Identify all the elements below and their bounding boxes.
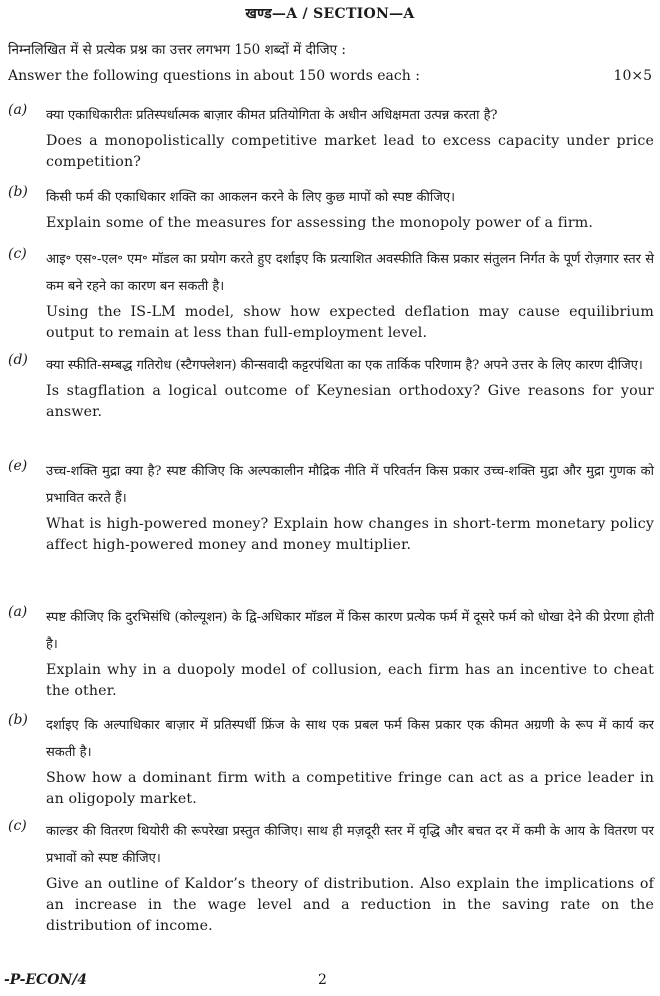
page-number: 2	[318, 972, 327, 988]
question-text-english: Does a monopolistically competitive market lead to excess capacity under price competition?	[46, 133, 654, 170]
question-2a	[8, 604, 654, 702]
question-1b	[8, 184, 654, 234]
instruction-hindi: निम्नलिखित में से प्रत्येक प्रश्न का उत्तर लगभग 150 शब्दों में दीजिए :	[8, 42, 346, 58]
question-text-english: Explain why in a duopoly model of collusion, each firm has an incentive to cheat the other.	[46, 662, 654, 699]
question-label: (b)	[8, 184, 28, 200]
question-label: (e)	[8, 458, 28, 474]
question-text-english: Give an outline of Kaldor’s theory of distribution. Also explain the implications of an increase in the wage level and a reduction in the saving rate on the distribution of income.	[46, 876, 654, 934]
question-text-hindi: आइ॰ एस॰-एल॰ एम॰ मॉडल का प्रयोग करते हुए दर्शाइए कि प्रत्याशित अवस्फीति किस प्रकार संतुलन निर्गत के पूर्ण रोज़गार स्तर से कम बने रहने का कारण बन सकती है।	[46, 252, 654, 294]
question-label: (d)	[8, 352, 28, 368]
paper-code: -P-ECON/4	[4, 972, 88, 988]
instruction-english	[8, 68, 652, 84]
marks-allocation: 10×5	[613, 68, 652, 84]
question-text-english: Explain some of the measures for assessing the monopoly power of a firm.	[46, 215, 594, 231]
question-text-english: Show how a dominant firm with a competitive fringe can act as a price leader in an oligopoly market.	[46, 770, 654, 807]
section-heading: खण्ड—A / SECTION—A	[245, 6, 415, 22]
question-text-hindi: किसी फर्म की एकाधिकार शक्ति का आकलन करने के लिए कुछ मापों को स्पष्ट कीजिए।	[46, 190, 456, 205]
question-2c	[8, 818, 654, 937]
question-label: (c)	[8, 246, 27, 262]
question-1a	[8, 102, 654, 173]
question-label: (b)	[8, 712, 28, 728]
question-text-hindi: क्या स्फीति-सम्बद्ध गतिरोध (स्टैगफ्लेशन) कीन्सवादी कट्टरपंथिता का एक तार्किक परिणाम है? अपने उत्तर के लिए कारण दीजिए।	[46, 358, 643, 373]
question-text-hindi: काल्डर की वितरण थियोरी की रूपरेखा प्रस्तुत कीजिए। साथ ही मज़दूरी स्तर में वृद्धि और बचत दर में कमी के आय के वितरण पर प्रभावों को स्पष्ट कीजिए।	[46, 824, 654, 866]
question-label: (a)	[8, 604, 28, 620]
question-label: (c)	[8, 818, 27, 834]
question-text-hindi: स्पष्ट कीजिए कि दुरभिसंधि (कोल्यूशन) के द्वि-अधिकार मॉडल में किस कारण प्रत्येक फर्म में दूसरे फर्म को धोखा देने की प्रेरणा होती है।	[46, 610, 654, 652]
question-text-hindi: क्या एकाधिकारीतः प्रतिस्पर्धात्मक बाज़ार कीमत प्रतियोगिता के अधीन अधिक्षमता उत्पन्न करता है?	[46, 108, 498, 123]
question-1e	[8, 458, 654, 556]
question-text-english: Using the IS-LM model, show how expected deflation may cause equilibrium output to remain at less than full-employment level.	[46, 304, 654, 341]
question-text-english: Is stagflation a logical outcome of Keynesian orthodoxy? Give reasons for your answer.	[46, 383, 654, 420]
question-1d	[8, 352, 654, 423]
question-text-hindi: दर्शाइए कि अल्पाधिकार बाज़ार में प्रतिस्पर्धी फ्रिंज के साथ एक प्रबल फर्म किस प्रकार एक कीमत अग्रणी के रूप में कार्य कर सकती है।	[46, 718, 654, 760]
question-2b	[8, 712, 654, 810]
question-text-english: What is high-powered money? Explain how changes in short-term monetary policy affect high-powered money and money multiplier.	[46, 516, 654, 553]
instruction-text: Answer the following questions in about 150 words each :	[8, 68, 420, 84]
question-1c	[8, 246, 654, 344]
question-text-hindi: उच्च-शक्ति मुद्रा क्या है? स्पष्ट कीजिए कि अल्पकालीन मौद्रिक नीति में परिवर्तन किस प्रकार उच्च-शक्ति मुद्रा और मुद्रा गुणक को प्रभावित करते हैं।	[46, 464, 654, 506]
question-label: (a)	[8, 102, 28, 118]
